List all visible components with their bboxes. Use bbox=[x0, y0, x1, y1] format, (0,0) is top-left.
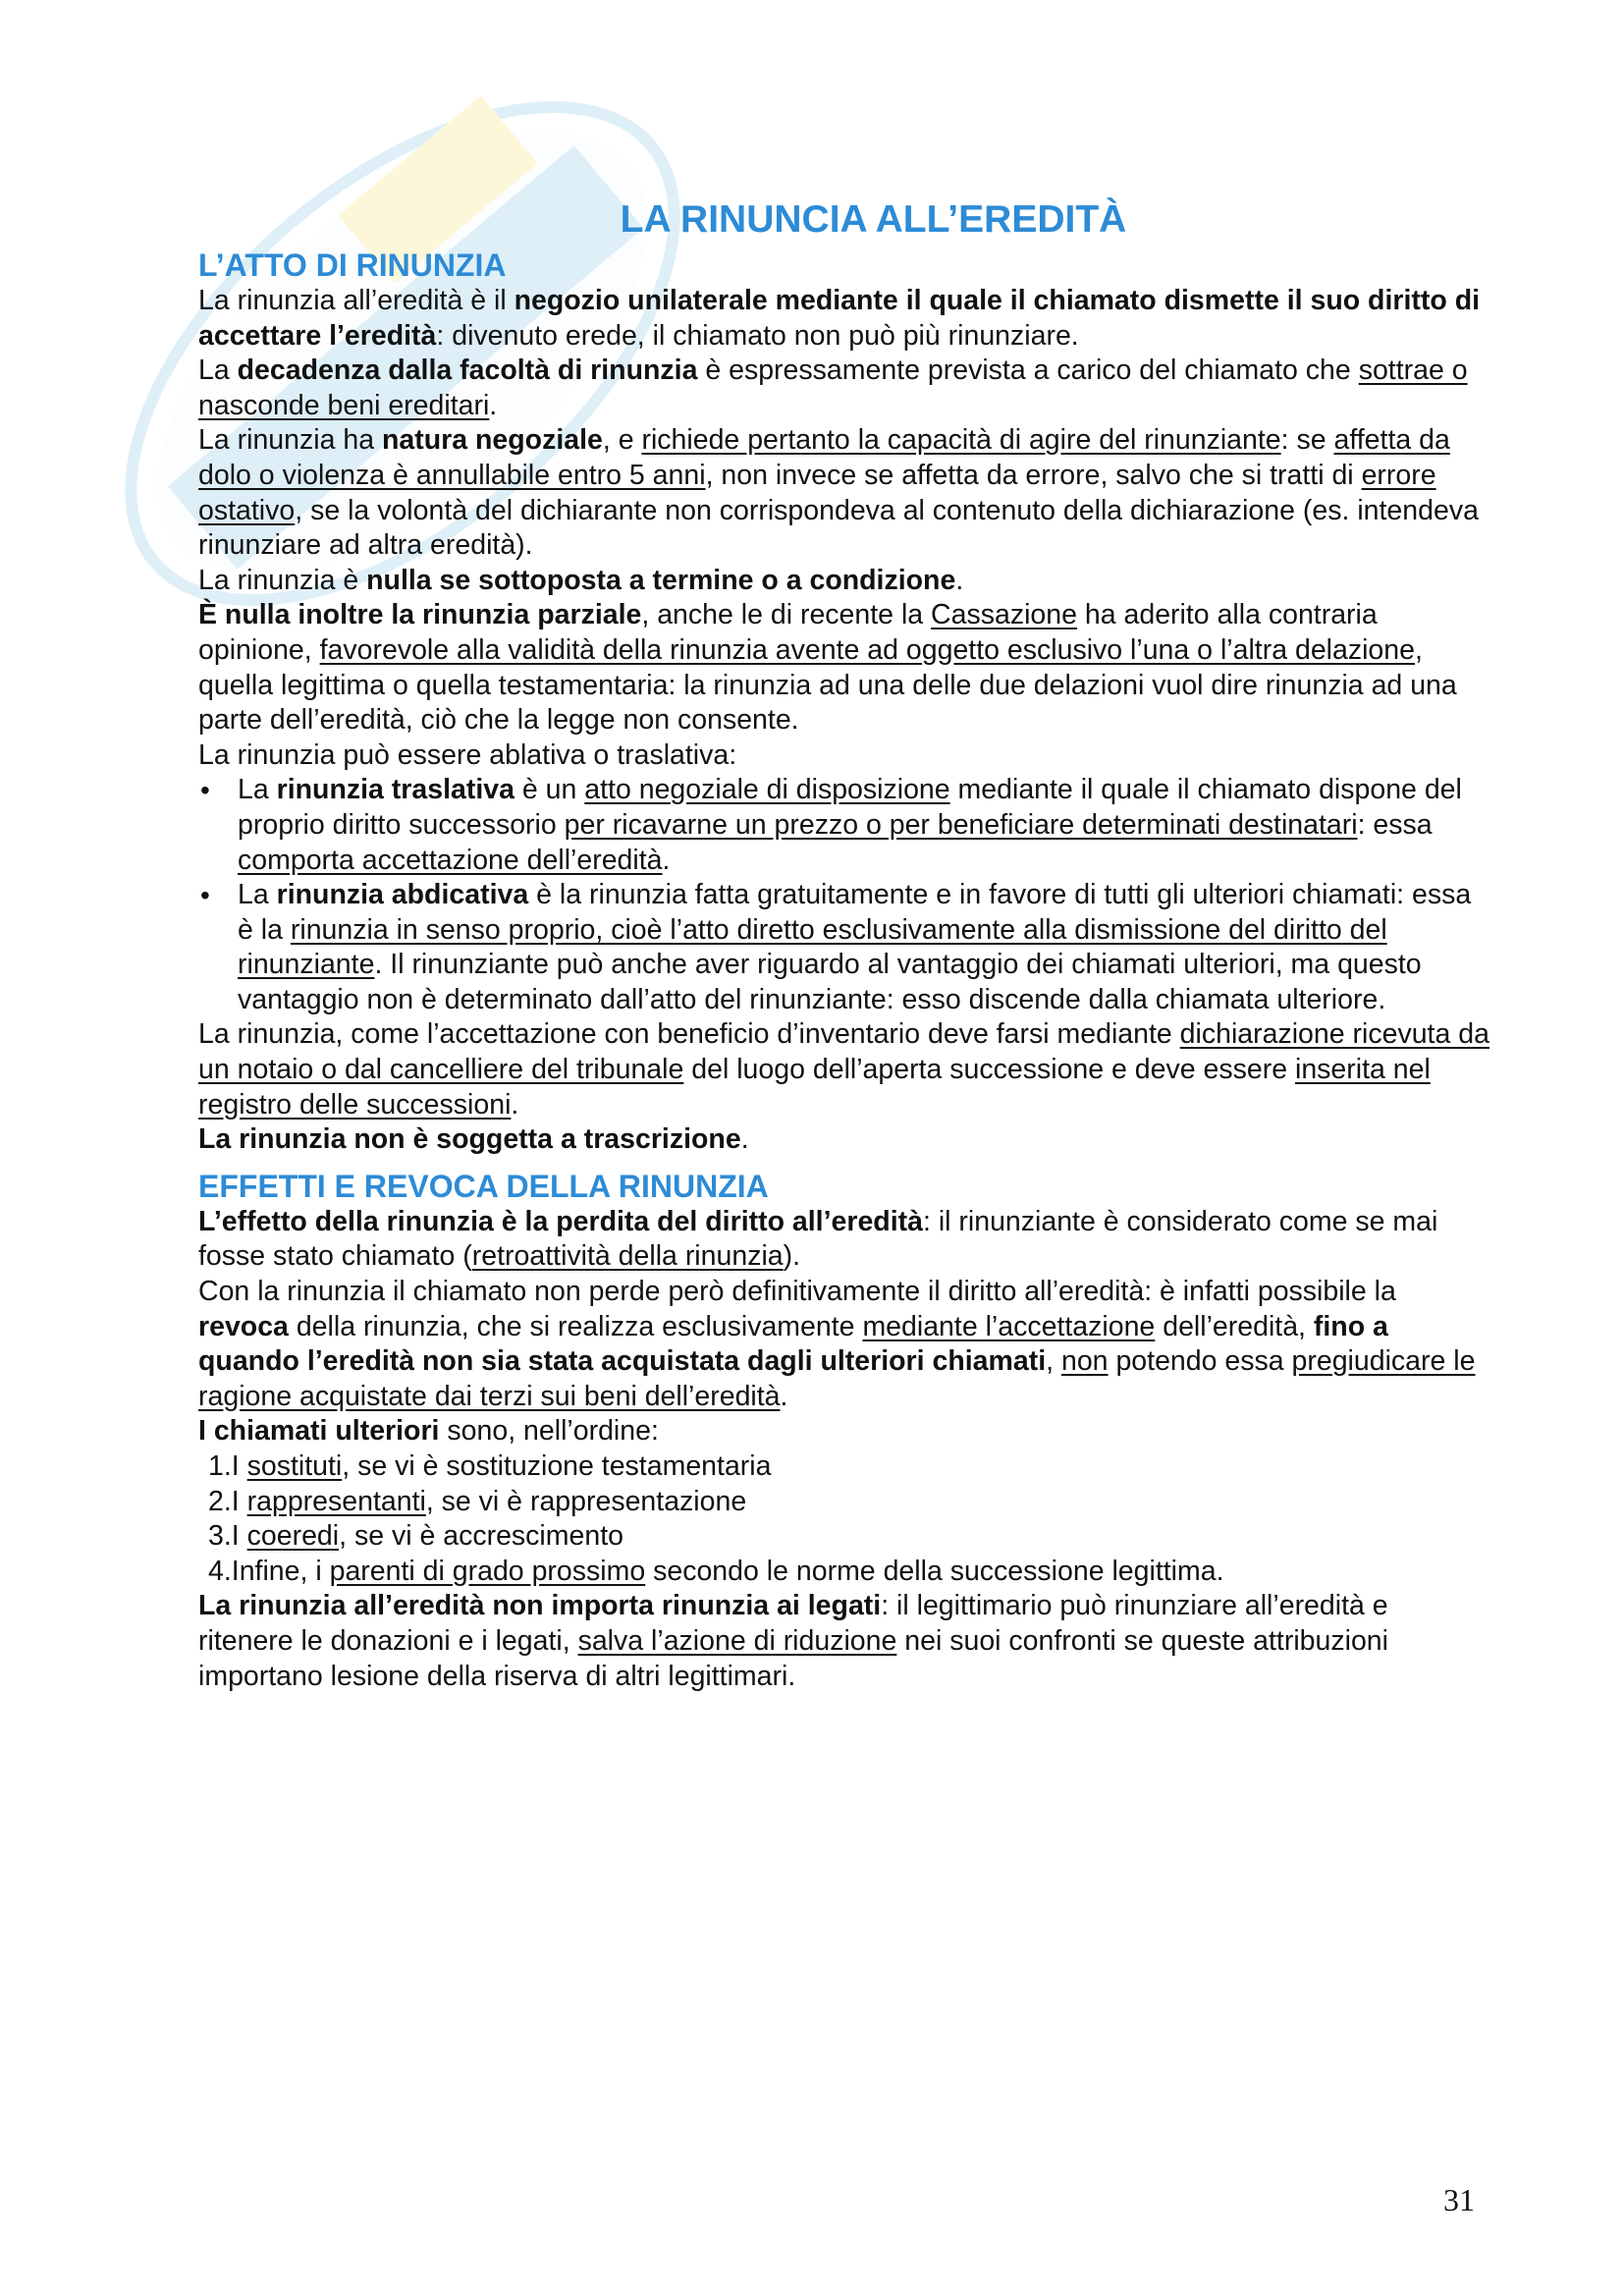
list-item: 1.I sostituti, se vi è sostituzione testamentaria bbox=[208, 1450, 772, 1482]
list-item: 3.I coeredi, se vi è accrescimento bbox=[208, 1520, 623, 1553]
paragraph-decadenza: La decadenza dalla facoltà di rinunzia è espressamente prevista a carico del chiamato che sottrae o nasconde beni ereditari. bbox=[198, 355, 1468, 421]
bullet-rinunzia-traslativa: • La rinunzia traslativa è un atto negoziale di disposizione mediante il quale il chiamato dispone del proprio diritto successorio per ricavarne un prezzo o per beneficiare determinati destinatari: essa comporta accettazione dell’eredità. bbox=[238, 773, 1489, 878]
paragraph-legati: La rinunzia all’eredità non importa rinunzia ai legati: il legittimario può rinunziare all’eredità e ritenere le donazioni e i legati, salva l’azione di riduzione nei suoi confronti se queste attribuzioni importano lesione della riserva di altri legittimari. bbox=[198, 1590, 1388, 1692]
paragraph-revoca: Con la rinunzia il chiamato non perde però definitivamente il diritto all’eredità: è infatti possibile la revoca della rinunzia, che si realizza esclusivamente mediante l’accettazione dell’eredità, fino a quando l’eredità non sia stata acquistata dagli ulteriori chiamati, non potendo essa pregiudicare le ragione acquistate dai terzi sui beni dell’eredità. bbox=[198, 1276, 1476, 1412]
paragraph-definition: La rinunzia all’eredità è il negozio unilaterale mediante il quale il chiamato dismette il suo diritto di accettare l’eredità: divenuto erede, il chiamato non può più rinunziare. bbox=[198, 285, 1481, 352]
paragraph-chiamati-ulteriori: I chiamati ulteriori sono, nell’ordine: bbox=[198, 1415, 659, 1448]
paragraph-trascrizione: La rinunzia non è soggetta a trascrizione. bbox=[198, 1123, 749, 1156]
section-heading-effetti-e-revoca: EFFETTI E REVOCA DELLA RINUNZIA bbox=[198, 1168, 769, 1204]
numbered-list bbox=[198, 1449, 1489, 1589]
paragraph-dichiarazione: La rinunzia, come l’accettazione con beneficio d’inventario deve farsi mediante dichiarazione ricevuta da un notaio o dal cancelliere del tribunale del luogo dell’aperta successione e deve essere inserita nel registro delle successioni. bbox=[198, 1018, 1489, 1121]
list-item: 4.Infine, i parenti di grado prossimo secondo le norme della successione legittima. bbox=[208, 1555, 1224, 1587]
section-heading-atto-di-rinunzia: L’ATTO DI RINUNZIA bbox=[198, 247, 507, 283]
page-title: LA RINUNCIA ALL’EREDITÀ bbox=[620, 198, 1127, 241]
list-item: 2.I rappresentanti, se vi è rappresentazione bbox=[208, 1485, 747, 1517]
paragraph-ablativa-traslativa: La rinunzia può essere ablativa o traslativa: bbox=[198, 738, 737, 771]
paragraph-nullita-termine: La rinunzia è nulla se sottoposta a termine o a condizione. bbox=[198, 564, 964, 596]
bullet-rinunzia-abdicativa: • La rinunzia abdicativa è la rinunzia fatta gratuitamente e in favore di tutti gli ulteriori chiamati: essa è la rinunzia in senso proprio, cioè l’atto diretto esclusivamente alla dismissione del diritto del rinunziante. Il rinunziante può anche aver riguardo al vantaggio dei chiamati ulteriori, ma questo vantaggio non è determinato dall’atto del rinunziante: esso discende dalla chiamata ulteriore. bbox=[238, 878, 1489, 1017]
paragraph-effetto: L’effetto della rinunzia è la perdita del diritto all’eredità: il rinunziante è considerato come se mai fosse stato chiamato (retroattività della rinunzia). bbox=[198, 1205, 1438, 1273]
document-page bbox=[198, 191, 1489, 1694]
paragraph-natura-negoziale: La rinunzia ha natura negoziale, e richiede pertanto la capacità di agire del rinunziante: se affetta da dolo o violenza è annullabile entro 5 anni, non invece se affetta da errore, salvo che si tratti di errore ostativo, se la volontà del dichiarante non corrispondeva al contenuto della dichiarazione (es. intendeva rinunziare ad altra eredità). bbox=[198, 424, 1479, 562]
paragraph-rinunzia-parziale: È nulla inoltre la rinunzia parziale, anche le di recente la Cassazione ha aderito alla contraria opinione, favorevole alla validità della rinunzia avente ad oggetto esclusivo l’una o l’altra delazione, quella legittima o quella testamentaria: la rinunzia ad una delle due delazioni vuol dire rinunzia ad una parte dell’eredità, ciò che la legge non consente. bbox=[198, 599, 1457, 737]
bullet-list bbox=[198, 773, 1489, 1017]
page-number: 31 bbox=[1443, 2182, 1475, 2217]
